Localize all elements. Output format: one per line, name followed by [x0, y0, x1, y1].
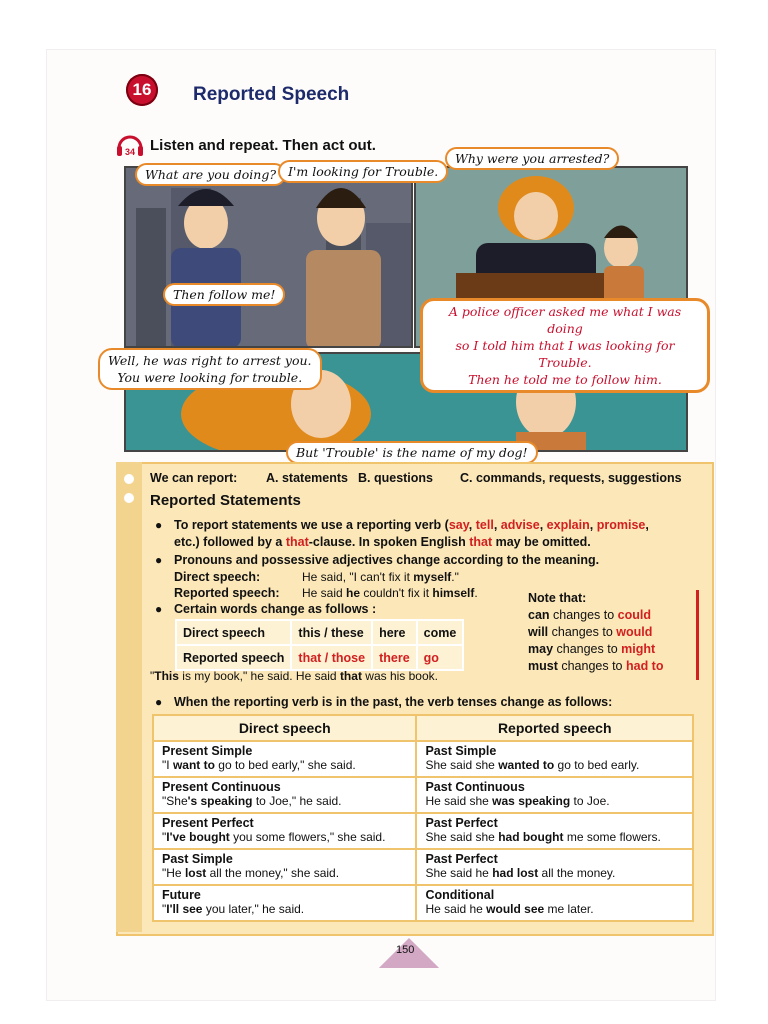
table-cell: this / these [291, 620, 372, 645]
unit-title: Reported Speech [193, 84, 350, 105]
rule-2: Pronouns and possessive adjectives change according to the meaning. [174, 553, 600, 567]
speech-bubble-2: I'm looking for Trouble. [278, 160, 448, 183]
table-cell: that / those [291, 645, 372, 670]
column-header: Reported speech [416, 715, 693, 741]
bubble-5-line-3: Then he told me to follow him. [468, 372, 662, 387]
speech-bubble-5 [420, 298, 710, 393]
bullet-icon: ● [155, 518, 163, 532]
word-change-table [175, 619, 464, 671]
report-a: A. statements [266, 471, 348, 485]
track-number: 34 [124, 147, 136, 157]
speech-bubble-3: Then follow me! [163, 283, 285, 306]
rule-4: When the reporting verb is in the past, the verb tenses change as follows: [174, 695, 613, 709]
headphones-icon[interactable] [115, 132, 145, 158]
tense-change-table [152, 714, 694, 922]
table-row [153, 813, 693, 849]
table-cell: Direct speech [176, 620, 291, 645]
bullet-icon: ● [155, 553, 163, 567]
table-row [176, 645, 463, 670]
reported-speech-label: Reported speech: [174, 586, 280, 600]
instruction: Listen and repeat. Then act out. [150, 137, 376, 154]
table-cell: Past Continuous He said she was speaking to Joe. [416, 777, 693, 813]
table-cell: come [417, 620, 464, 645]
bubble-5-line-1: A police officer asked me what I was doing [448, 304, 682, 336]
reported-speech-example: He said he couldn't fix it himself. [302, 586, 478, 600]
note-line: may changes to might [528, 642, 656, 656]
note-line: must changes to had to [528, 659, 664, 673]
unit-number-badge: 16 [126, 74, 158, 106]
table-cell: Past Perfect She said he had lost all the money. [416, 849, 693, 885]
note-box [520, 590, 699, 680]
table-cell: there [372, 645, 417, 670]
column-header: Direct speech [153, 715, 416, 741]
table-cell: go [417, 645, 464, 670]
table-row [153, 849, 693, 885]
speech-bubble-4: Why were you arrested? [445, 147, 619, 170]
table-cell: Present Continuous "She's speaking to Joe," he said. [153, 777, 416, 813]
table-cell: Reported speech [176, 645, 291, 670]
report-intro: We can report: [150, 471, 238, 485]
example-sentence: "This is my book," he said. He said that was his book. [150, 669, 438, 683]
rule-1-line-1: To report statements we use a reporting verb (say, tell, advise, explain, promise, [174, 518, 649, 532]
table-cell: Past Simple "He lost all the money," she said. [153, 849, 416, 885]
direct-speech-label: Direct speech: [174, 570, 261, 584]
bubble-6-line-1: Well, he was right to arrest you. [108, 353, 312, 368]
bubble-5-line-2: so I told him that I was looking for Trouble. [455, 338, 675, 370]
bubble-6-line-2: You were looking for trouble. [117, 370, 303, 385]
table-cell: Past Perfect She said she had bought me some flowers. [416, 813, 693, 849]
speech-bubble-1: What are you doing? [135, 163, 286, 186]
table-row [176, 620, 463, 645]
rule-1-line-2: etc.) followed by a that-clause. In spoken English that may be omitted. [174, 535, 591, 549]
comic-panel-1 [124, 166, 413, 348]
table-cell: here [372, 620, 417, 645]
table-row [153, 741, 693, 777]
section-heading: Reported Statements [150, 492, 301, 509]
table-cell: Present Simple "I want to go to bed early," she said. [153, 741, 416, 777]
rule-3: Certain words change as follows : [174, 602, 377, 616]
grammar-box-sidebar [116, 462, 142, 932]
table-row [153, 885, 693, 921]
report-c: C. commands, requests, suggestions [460, 471, 682, 485]
bullet-icon: ● [155, 695, 163, 709]
bullet-dot [124, 474, 134, 484]
note-line: can changes to could [528, 608, 651, 622]
table-cell: Past Simple She said she wanted to go to bed early. [416, 741, 693, 777]
table-cell: Future "I'll see you later," he said. [153, 885, 416, 921]
bullet-icon: ● [155, 602, 163, 616]
page-number: 150 [396, 944, 415, 956]
note-title: Note that: [528, 591, 587, 605]
table-row [153, 777, 693, 813]
table-cell: Present Perfect "I've bought you some flowers," she said. [153, 813, 416, 849]
note-line: will changes to would [528, 625, 653, 639]
table-header-row [153, 715, 693, 741]
speech-bubble-7: But 'Trouble' is the name of my dog! [286, 441, 538, 464]
bullet-dot [124, 493, 134, 503]
speech-bubble-6 [98, 348, 322, 390]
table-cell: Conditional He said he would see me later. [416, 885, 693, 921]
report-b: B. questions [358, 471, 434, 485]
direct-speech-example: He said, "I can't fix it myself." [302, 570, 459, 584]
